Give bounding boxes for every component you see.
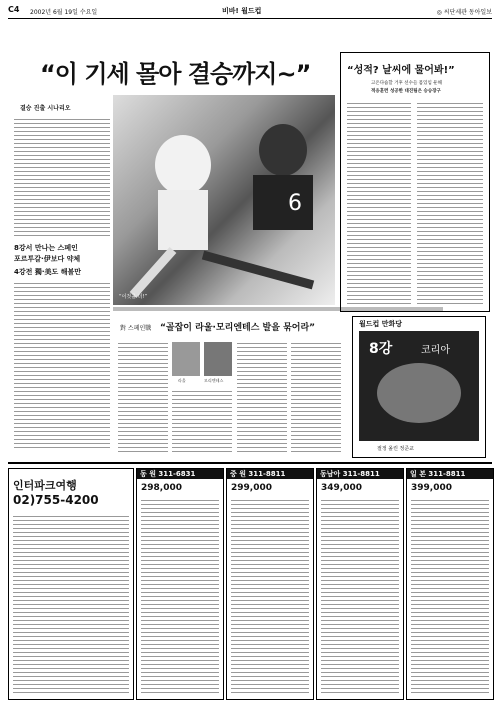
article2-text-c xyxy=(237,340,287,455)
page-number: C4 xyxy=(8,5,20,14)
ad-col-4-list xyxy=(411,497,489,693)
paper-name: ◎ 씨단세관 동아일보 xyxy=(436,9,492,16)
face-label-1: 라울 xyxy=(178,378,186,383)
soccer-photo xyxy=(113,95,335,305)
left-subhead-2: 포르투갈·伊보다 약체 xyxy=(14,255,81,263)
ad-col-4-title: 일 본 311-8811 xyxy=(407,469,493,479)
svg-text:6: 6 xyxy=(288,191,302,216)
main-headline: “이 기세 몰아 결승까지~” xyxy=(40,60,311,88)
right-article-box xyxy=(340,52,490,312)
ad-main-phone: 02)755-4200 xyxy=(13,493,99,507)
article2-text-a xyxy=(118,340,168,455)
face-label-2: 모리엔테스 xyxy=(204,378,224,383)
face-photo-1 xyxy=(172,342,200,376)
ad-col-2-price: 299,000 xyxy=(231,483,272,493)
ad-main-list xyxy=(13,513,129,693)
section-title: 비바! 월드컵 xyxy=(222,7,262,15)
right-box-text-b xyxy=(417,100,483,305)
ad-col-3-list xyxy=(321,497,399,693)
article2-text-d xyxy=(291,340,341,455)
ad-col-3-title: 동남아 311-8811 xyxy=(317,469,403,479)
ads-divider xyxy=(8,462,492,464)
left-subhead-1: 8강서 만나는 스페인 xyxy=(14,244,78,252)
article2-text-b xyxy=(172,388,232,455)
left-body-text-2 xyxy=(14,280,110,450)
cartoon-box xyxy=(352,316,486,458)
right-box-text-a xyxy=(347,100,411,305)
cartoon-caption: 절정 올린 정준교 xyxy=(377,446,414,452)
ad-col-2-title: 중 원 311-8811 xyxy=(227,469,313,479)
ad-main xyxy=(8,468,134,700)
ad-col-3-price: 349,000 xyxy=(321,483,362,493)
svg-text:8강: 8강 xyxy=(369,341,393,357)
page-header xyxy=(8,4,492,19)
ad-col-3 xyxy=(316,468,404,700)
left-subhead-3: 4강전 獨·美도 해볼만 xyxy=(14,268,81,276)
ad-main-title: 인터파크여행 xyxy=(13,479,77,492)
left-kicker: 결승 진출 시나리오 xyxy=(20,105,71,112)
ad-col-2-list xyxy=(231,497,309,693)
ad-col-1-title: 동 원 311-6831 xyxy=(137,469,223,479)
ad-col-2 xyxy=(226,468,314,700)
cartoon-drawing xyxy=(359,331,479,441)
ad-col-1 xyxy=(136,468,224,700)
article2-kicker: 對 스페인戰 xyxy=(120,325,152,332)
svg-text:코리아: 코리아 xyxy=(421,345,450,356)
ad-col-1-price: 298,000 xyxy=(141,483,182,493)
right-box-sub2: 적응훈련 성공한 대진팀은 승승장구 xyxy=(371,89,441,94)
right-box-sub1: 고온다습할 거후 선수들 몸있임 둔해 xyxy=(371,81,442,86)
article2-title: “골잡이 라울·모리엔테스 발을 묶어라” xyxy=(160,323,316,333)
page-date: 2002년 6월 19일 수요일 xyxy=(30,9,98,16)
ad-col-1-list xyxy=(141,497,219,693)
ad-col-4 xyxy=(406,468,494,700)
players-illustration xyxy=(113,95,335,305)
face-photo-2 xyxy=(204,342,232,376)
left-body-text xyxy=(14,116,110,236)
right-box-title: “성적? 날씨에 물어봐!” xyxy=(347,65,455,76)
photo-caption: “이것을 더!” xyxy=(119,294,148,300)
cartoon-brand: 월드컵 만화당 xyxy=(359,320,403,328)
ad-col-4-price: 399,000 xyxy=(411,483,452,493)
